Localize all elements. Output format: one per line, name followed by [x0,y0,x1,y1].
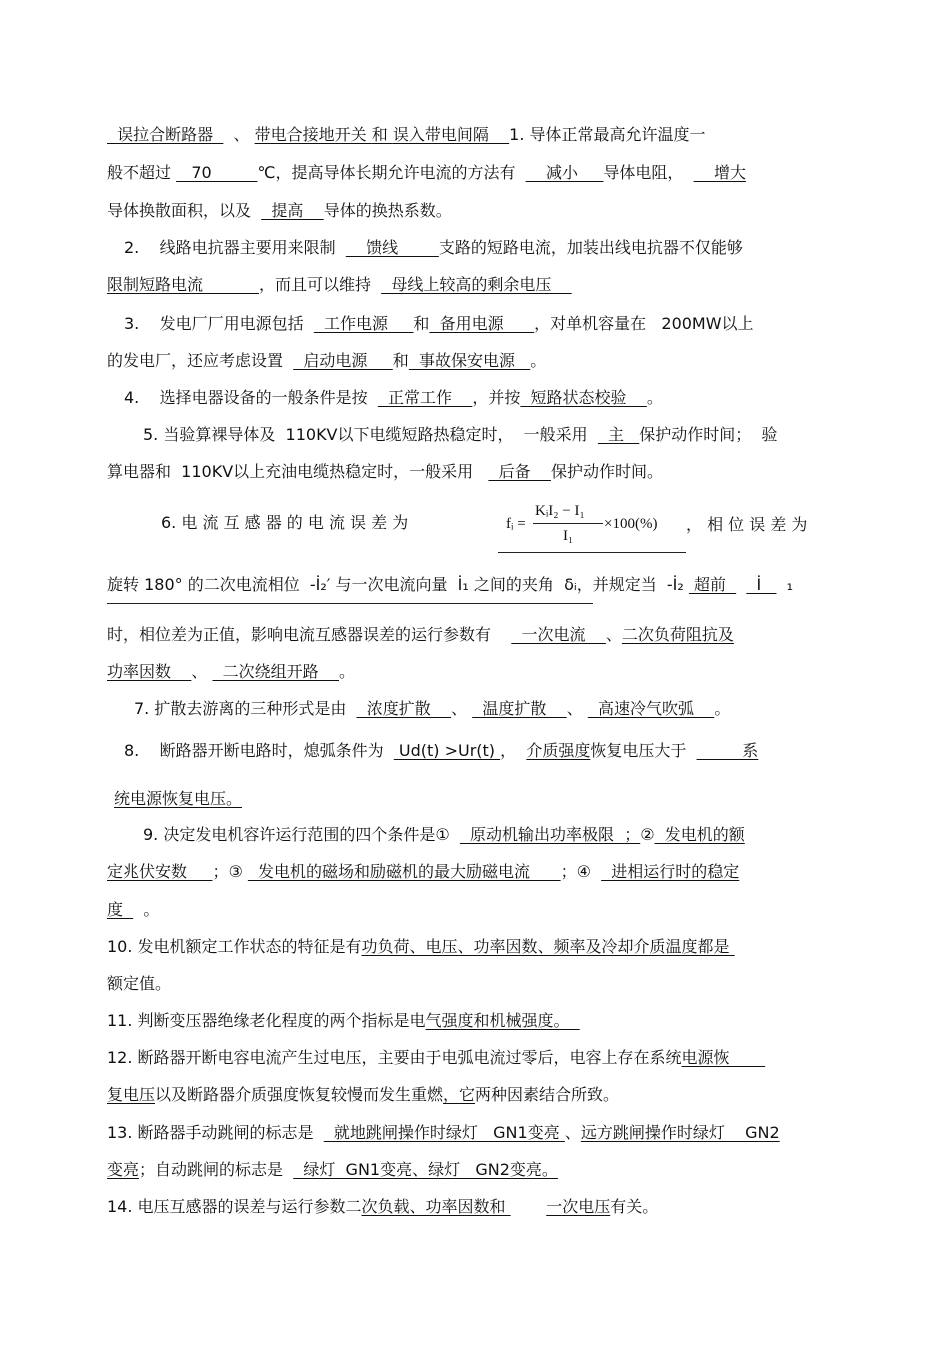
answer-blank: 提高 [261,201,324,220]
text-line [107,973,847,995]
text-segment: 9. 决定发电机容许运行范围的四个条件是① [143,825,460,844]
text-line [124,313,864,335]
text-segment: 导体换散面积，以及 [107,201,262,220]
text-segment: 1. 导体正常最高允许温度一 [509,125,706,144]
text-segment: 、 [605,625,622,644]
answer-blank: 超前 [688,575,737,594]
text-segment: 、 [223,125,255,144]
text-segment: 5. 当验算裸导体及 110KV以下电缆短路热稳定时， 一般采用 [143,425,598,444]
answer-blank: 变亮 [107,1160,140,1179]
text-segment [511,1197,547,1216]
text-segment: 。 [133,900,160,919]
answer-blank: 主 [597,425,640,444]
text-segment: ，并按 [472,388,521,407]
text-line [107,1122,847,1144]
text-segment: 11. 判断变压器绝缘老化程度的两个指标是电 [107,1011,426,1030]
text-segment: ，对单机容量在 200MW以上 [534,314,754,333]
text-segment: 恢复电压大于 [590,741,697,760]
answer-blank: 工作电源 [313,314,414,333]
answer-blank: 70 [176,163,258,182]
answer-blank: 发电机的额 [654,825,745,844]
answer-blank: 误拉合断路器 [107,125,224,144]
text-segment: ；③ [212,862,248,881]
text-line [107,1047,847,1069]
answer-blank: 一次电压 [546,1197,611,1216]
text-segment: ；④ [560,862,602,881]
text-segment: 8. 断路器开断电路时，熄弧条件为 [124,741,394,760]
answer-blank: 度 [107,900,134,919]
text-segment: 12. 断路器开断电容电流产生过电压，主要由于电弧电流过零后，电容上存在系统 [107,1048,682,1067]
text-segment: ，而且可以维持 [258,275,382,294]
answer-blank: 正常工作 [377,388,473,407]
answer-blank: 馈线 [345,238,439,257]
text-segment: 支路的短路电流，加装出线电抗器不仅能够 [438,238,743,257]
text-line [134,698,874,720]
answer-blank: 后备 [488,462,551,481]
text-segment: 和 [413,314,430,333]
text-line [107,350,847,372]
answer-blank: 限制短路电流 [107,275,259,294]
text-segment: 、 [451,699,473,718]
text-segment: 6. 电 流 互 感 器 的 电 流 误 差 为 [161,513,409,532]
text-segment: 、 [564,1123,581,1142]
text-line [107,200,847,222]
text-line [107,1159,847,1181]
answer-blank: 二次负荷阻抗及 [621,625,734,644]
text-segment: 般不超过 [107,163,177,182]
text-segment: 2. 线路电抗器主要用来限制 [124,238,346,257]
text-segment: 以及断路器介质强度恢复较慢而发生重燃 [155,1085,444,1104]
answer-blank: 系 [696,741,759,760]
answer-blank: 功负荷、电压、功率因数、频率及冷却介质温度都是 [361,937,735,956]
text-line [107,1084,847,1106]
answer-blank: 就地跳闸操作时绿灯 GN1变亮 [323,1123,565,1142]
text-segment: 和 [392,351,409,370]
answer-blank: 绿灯 GN1变亮、绿灯 GN2变亮。 [293,1160,558,1179]
answer-blank: 和 [371,125,393,144]
text-segment: 。 [714,699,731,718]
text-line [107,162,847,184]
answer-blank: ，它 [443,1085,476,1104]
answer-blank: İ [746,575,777,594]
answer-blank: 带电合接地开关 [254,125,372,144]
text-segment: 的发电厂，还应考虑设置 [107,351,294,370]
fraction-bar [533,523,603,524]
text-line [107,124,847,146]
text-line [107,861,847,883]
text-line [143,824,883,846]
answer-blank: 二次绕组开路 [212,662,339,681]
answer-blank: 介质强度 [526,741,591,760]
text-segment: ；自动跳闸的标志是 [139,1160,294,1179]
text-segment: ② [640,825,655,844]
answer-blank: 复电压 [107,1085,156,1104]
text-line [107,461,847,483]
answer-blank: 事故保安电源 [408,351,531,370]
text-segment: 旋转 180° 的二次电流相位 -İ₂′ 与一次电流向量 İ₁ 之间的夹角 δᵢ，并规定当 -İ₂ [107,575,689,594]
text-segment: 导体电阻， [603,163,694,182]
text-line [107,661,847,683]
text-segment: 。 [646,388,663,407]
text-line [124,740,864,762]
text-segment: 3. 发电厂厂用电源包括 [124,314,314,333]
answer-blank: 高速冷气吹弧 [587,699,715,718]
formula-lhs: fᵢ = [506,516,526,532]
formula-denominator: I₁ [563,528,574,544]
text-segment: 保护动作时间； 验 [639,425,778,444]
text-line [107,936,847,958]
text-segment: ℃，提高导体长期允许电流的方法有 [257,163,526,182]
answer-blank: 定兆伏安数 [107,862,213,881]
text-line [107,624,847,646]
answer-blank: 备用电源 [429,314,535,333]
text-line [114,788,854,810]
text-segment [736,575,746,594]
answer-blank: 启动电源 [293,351,393,370]
text-line [107,1196,847,1218]
answer-blank: 发电机的磁场和励磁机的最大励磁电流 [247,862,561,881]
answer-blank: 统电源恢复电压。 [114,789,243,808]
answer-blank: 次负载、功率因数和 [361,1197,511,1216]
text-segment: ₁ [776,575,794,594]
answer-blank: 增大 [693,163,746,182]
answer-blank: 原动机输出功率极限 ； [459,825,641,844]
text-line [124,387,864,409]
formula-numerator: KᵢI₂ − I₁ [535,503,585,519]
text-segment: 4. 选择电器设备的一般条件是按 [124,388,378,407]
text-segment: ， [500,741,527,760]
text-segment: 算电器和 110KV以上充油电缆热稳定时，一般采用 [107,462,489,481]
formula-tail: ， 相 位 误 差 为 [686,515,808,534]
answer-blank: 一次电流 [511,625,606,644]
blank-underline [107,603,593,604]
answer-blank: 进相运行时的稳定 [601,862,740,881]
text-segment: 。 [338,662,355,681]
formula-suffix: ×100(%) [604,516,658,532]
text-line [107,899,847,921]
answer-blank: 远方跳闸操作时绿灯 GN2 [580,1123,780,1142]
text-line [124,237,864,259]
blank-underline [498,552,686,553]
answer-blank: 误入带电间隔 [392,125,510,144]
text-segment: 有关。 [610,1197,659,1216]
answer-blank: 气强度和机械强度。 [425,1011,580,1030]
text-segment: 14. 电压互感器的误差与运行参数二 [107,1197,362,1216]
text-line [107,574,847,596]
text-segment: 、 [566,699,588,718]
text-segment: 两种因素结合所致。 [475,1085,620,1104]
text-segment: 额定值。 [107,974,172,993]
text-segment: 、 [191,662,213,681]
text-line [143,424,883,446]
text-segment: 保护动作时间。 [550,462,663,481]
text-segment: 导体的换热系数。 [323,201,452,220]
text-line [107,1010,847,1032]
answer-blank: 母线上较高的剩余电压 [381,275,572,294]
text-segment: 7. 扩散去游离的三种形式是由 [134,699,357,718]
answer-blank: 减小 [525,163,604,182]
text-segment: 13. 断路器手动跳闸的标志是 [107,1123,324,1142]
answer-blank: 电源恢 [681,1048,766,1067]
text-segment: 。 [530,351,547,370]
answer-blank: 短路状态校验 [520,388,647,407]
answer-blank: Ud(t) >Ur(t) [393,741,501,760]
text-segment: 时，相位差为正值，影响电流互感器误差的运行参数有 [107,625,512,644]
answer-blank: 功率因数 [107,662,192,681]
text-segment: 10. 发电机额定工作状态的特征是有 [107,937,362,956]
text-line [107,274,847,296]
answer-blank: 浓度扩散 [356,699,452,718]
answer-blank: 温度扩散 [472,699,567,718]
